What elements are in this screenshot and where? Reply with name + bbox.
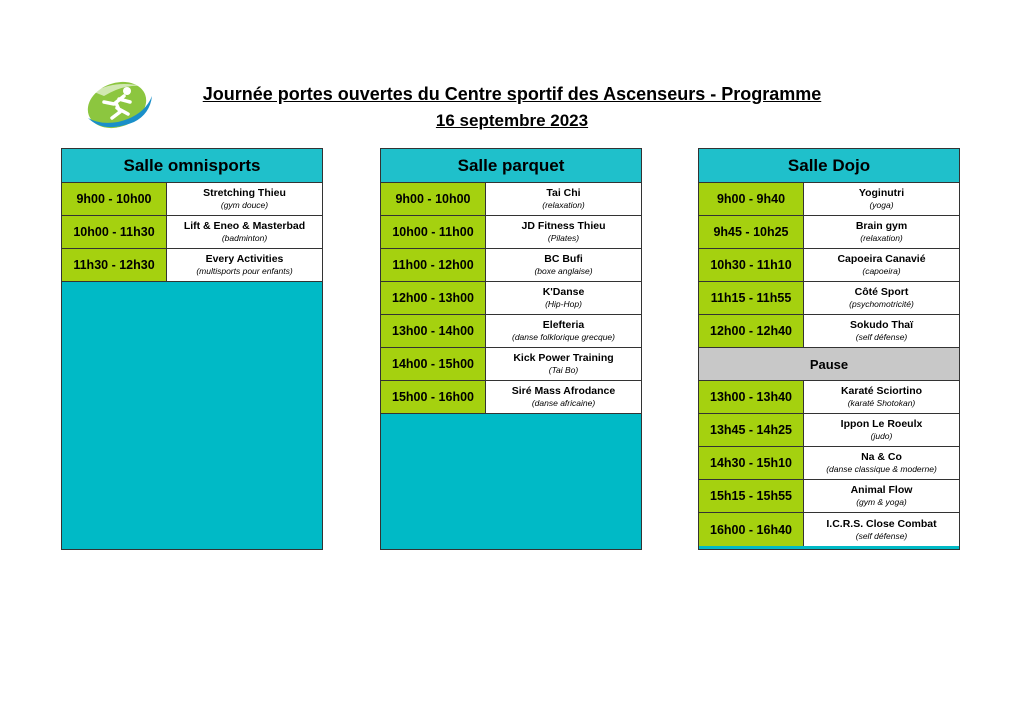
activity-detail: (multisports pour enfants) bbox=[196, 266, 293, 276]
schedule-row bbox=[381, 348, 641, 381]
activity-cell bbox=[804, 282, 959, 314]
activity-name: Lift & Eneo & Masterbad bbox=[183, 220, 306, 232]
column-title: Salle omnisports bbox=[62, 149, 322, 183]
activity-detail: (karaté Shotokan) bbox=[847, 398, 916, 408]
activity-detail: (self défense) bbox=[855, 530, 908, 541]
activity-detail: (relaxation) bbox=[860, 233, 903, 243]
activity-name: Stretching Thieu bbox=[203, 187, 286, 199]
activity-cell bbox=[804, 249, 959, 281]
time-slot: 11h30 - 12h30 bbox=[62, 249, 167, 281]
activity-name: Tai Chi bbox=[546, 187, 581, 199]
time-slot: 10h00 - 11h30 bbox=[62, 216, 167, 248]
pause-row: Pause bbox=[699, 348, 959, 381]
activity-name: K'Danse bbox=[542, 286, 585, 298]
time-slot: 11h15 - 11h55 bbox=[699, 282, 804, 314]
schedule-row bbox=[381, 282, 641, 315]
activity-detail: (capoeira) bbox=[862, 266, 901, 276]
activity-detail: (danse folklorique grecque) bbox=[511, 332, 615, 342]
time-slot: 14h30 - 15h10 bbox=[699, 447, 804, 479]
activity-detail: (badminton) bbox=[221, 233, 268, 243]
schedule-row bbox=[62, 183, 322, 216]
activity-detail: (gym douce) bbox=[220, 200, 269, 210]
activity-detail: (psychomotricité) bbox=[849, 299, 914, 309]
column-salle-omnisports bbox=[61, 148, 323, 550]
schedule-row bbox=[699, 414, 959, 447]
time-slot: 10h30 - 11h10 bbox=[699, 249, 804, 281]
activity-name: Brain gym bbox=[855, 220, 908, 232]
time-slot: 9h00 - 10h00 bbox=[381, 183, 486, 215]
activity-cell bbox=[486, 315, 641, 347]
page-title: Journée portes ouvertes du Centre sportif des Ascenseurs - Programme bbox=[202, 84, 822, 104]
activity-name: JD Fitness Thieu bbox=[521, 220, 606, 232]
event-date: 16 septembre 2023 bbox=[435, 111, 589, 130]
activity-cell bbox=[486, 348, 641, 380]
time-slot: 9h45 - 10h25 bbox=[699, 216, 804, 248]
time-slot: 14h00 - 15h00 bbox=[381, 348, 486, 380]
activity-name: Karaté Sciortino bbox=[840, 385, 923, 397]
activity-cell bbox=[167, 216, 322, 248]
activity-cell bbox=[804, 414, 959, 446]
activity-cell bbox=[486, 381, 641, 413]
time-slot: 11h00 - 12h00 bbox=[381, 249, 486, 281]
time-slot: 12h00 - 12h40 bbox=[699, 315, 804, 347]
schedule-row bbox=[699, 249, 959, 282]
time-slot: 10h00 - 11h00 bbox=[381, 216, 486, 248]
activity-cell bbox=[804, 381, 959, 413]
activity-detail: (self défense) bbox=[855, 332, 908, 342]
schedule-row bbox=[381, 183, 641, 216]
activity-name: Siré Mass Afrodance bbox=[511, 385, 616, 397]
schedule-row bbox=[699, 480, 959, 513]
activity-detail: (Pilates) bbox=[547, 233, 580, 243]
activity-detail: (yoga) bbox=[869, 200, 894, 210]
schedule-row bbox=[699, 447, 959, 480]
time-slot: 16h00 - 16h40 bbox=[699, 513, 804, 546]
schedule-row bbox=[381, 381, 641, 414]
activity-detail: (danse classique & moderne) bbox=[826, 464, 937, 474]
activity-detail: (danse africaine) bbox=[531, 398, 596, 408]
activity-detail: (boxe anglaise) bbox=[534, 266, 593, 276]
activity-detail: (gym & yoga) bbox=[856, 497, 907, 507]
schedule-row bbox=[699, 315, 959, 348]
column-title: Salle Dojo bbox=[699, 149, 959, 183]
schedule-row bbox=[62, 249, 322, 282]
time-slot: 15h15 - 15h55 bbox=[699, 480, 804, 512]
activity-name: Sokudo Thaï bbox=[850, 319, 913, 331]
activity-cell bbox=[804, 216, 959, 248]
column-title: Salle parquet bbox=[381, 149, 641, 183]
schedule-row bbox=[381, 216, 641, 249]
activity-name: Côté Sport bbox=[854, 286, 909, 298]
activity-cell bbox=[167, 249, 322, 281]
activity-name: Ippon Le Roeulx bbox=[840, 418, 923, 430]
activity-cell bbox=[804, 315, 959, 347]
schedule-row bbox=[381, 315, 641, 348]
activity-cell bbox=[486, 183, 641, 215]
activity-cell bbox=[167, 183, 322, 215]
activity-cell bbox=[804, 183, 959, 215]
time-slot: 12h00 - 13h00 bbox=[381, 282, 486, 314]
activity-detail: (relaxation) bbox=[542, 200, 585, 210]
time-slot: 9h00 - 9h40 bbox=[699, 183, 804, 215]
time-slot: 9h00 - 10h00 bbox=[62, 183, 167, 215]
activity-cell bbox=[486, 249, 641, 281]
schedule-row bbox=[699, 513, 959, 546]
schedule-row bbox=[699, 381, 959, 414]
schedule-row bbox=[699, 183, 959, 216]
activity-name: Every Activities bbox=[205, 253, 284, 265]
activity-name: I.C.R.S. Close Combat bbox=[826, 517, 937, 530]
column-salle-parquet bbox=[380, 148, 642, 550]
activity-cell bbox=[804, 480, 959, 512]
activity-name: Na & Co bbox=[861, 451, 902, 463]
activity-cell bbox=[486, 282, 641, 314]
activity-cell bbox=[804, 447, 959, 479]
activity-cell bbox=[486, 216, 641, 248]
activity-name: Animal Flow bbox=[850, 484, 913, 496]
schedule-row bbox=[699, 216, 959, 249]
activity-name: Yoginutri bbox=[858, 187, 905, 199]
activity-name: BC Bufi bbox=[544, 253, 583, 265]
activity-detail: (judo) bbox=[870, 431, 893, 441]
activity-name: Capoeira Canavié bbox=[837, 253, 926, 265]
schedule-row bbox=[381, 249, 641, 282]
time-slot: 15h00 - 16h00 bbox=[381, 381, 486, 413]
column-salle-dojo bbox=[698, 148, 960, 550]
time-slot: 13h45 - 14h25 bbox=[699, 414, 804, 446]
time-slot: 13h00 - 14h00 bbox=[381, 315, 486, 347]
activity-name: Elefteria bbox=[542, 319, 585, 331]
activity-name: Kick Power Training bbox=[513, 352, 614, 364]
activity-cell bbox=[804, 513, 959, 546]
activity-detail: (Tai Bo) bbox=[548, 365, 579, 375]
schedule-row bbox=[699, 282, 959, 315]
activity-detail: (Hip-Hop) bbox=[545, 299, 582, 309]
time-slot: 13h00 - 13h40 bbox=[699, 381, 804, 413]
schedule-row bbox=[62, 216, 322, 249]
